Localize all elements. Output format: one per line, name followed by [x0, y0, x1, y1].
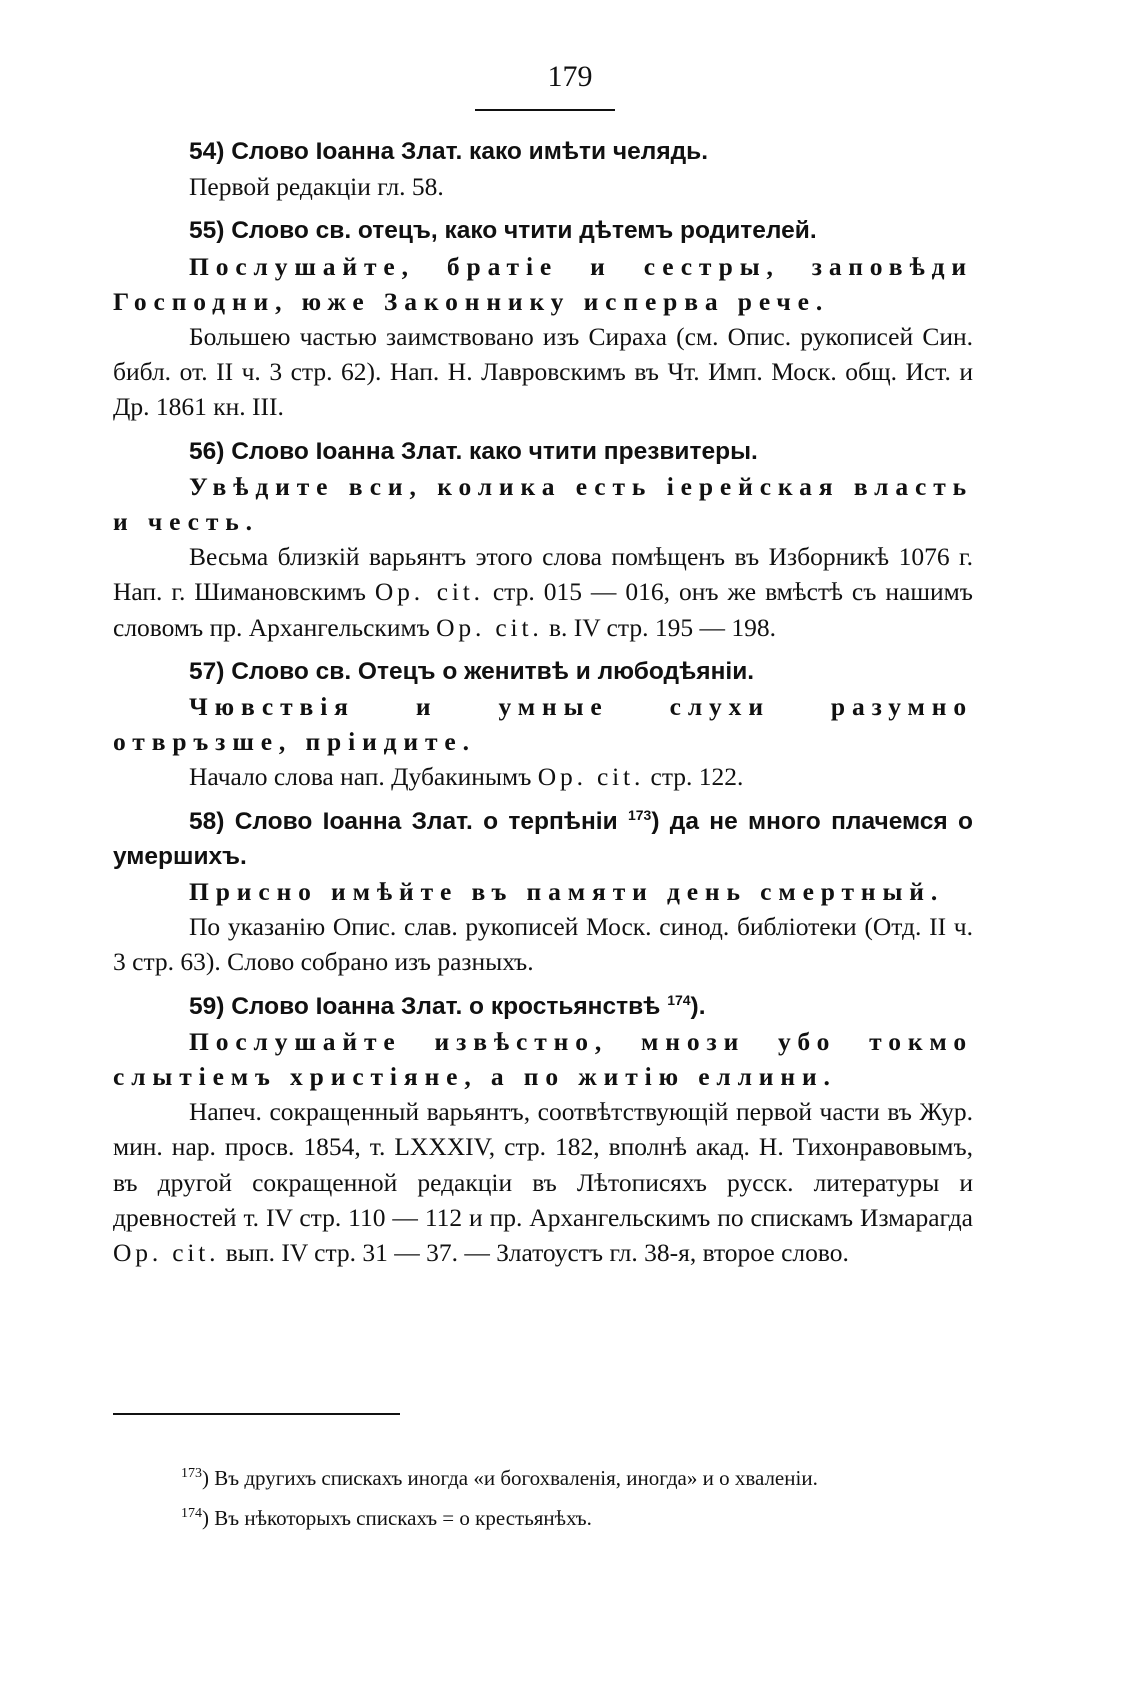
entry-incipit: Послушайте, братіе и сестры, заповѣди Господни, юже Законнику исперва рече. — [113, 251, 973, 316]
note-text: в. IV стр. 195 — 198. — [542, 612, 776, 642]
footnote-mark: 173 — [181, 1466, 202, 1481]
heading-text: ) да не много плачемся о умершихъ. — [113, 807, 973, 870]
header-rule — [475, 109, 615, 111]
footnote-174 — [113, 1498, 983, 1538]
entry-note — [113, 1094, 973, 1270]
entry-55 — [113, 213, 973, 424]
note-text: Начало слова нап. Дубакинымъ — [189, 762, 538, 792]
entry-note — [113, 759, 973, 794]
page-number: 179 — [547, 60, 593, 93]
footnote-mark: 174 — [181, 1506, 202, 1521]
entry-heading: 54) Слово Іоанна Злат. како имѣти челядь. — [189, 138, 709, 165]
entry-heading — [113, 804, 973, 874]
note-text: Напеч. сокращенный варьянтъ, соотвѣтствующій первой части въ Жур. мин. нар. просв. 1854, т. LXXXIV, стр. 182, вполнѣ акад. Н. Тихонравовымъ, въ другой сокращенной редакціи въ Лѣтописяхъ русск. литературы и древностей т. IV стр. 110 — 112 и пр. Архангельскимъ по спискамъ Измарагда — [113, 1097, 973, 1232]
note-text: стр. 122. — [644, 762, 744, 792]
entry-incipit: Чювствія и умные слухи разумно отвръзше, пріидите. — [113, 692, 973, 757]
entry-note: Первой редакціи гл. 58. — [189, 172, 444, 202]
note-text: Весьма близкій варьянтъ этого слова помѣщенъ въ Изборникѣ 1076 г. Нап. г. Шимановскимъ — [113, 542, 973, 607]
op-cit: Op. cit. — [113, 1238, 220, 1268]
heading-text: ). — [690, 992, 706, 1020]
entry-54 — [113, 134, 973, 204]
op-cit: Op. cit. — [374, 577, 484, 607]
op-cit: Op. cit. — [537, 762, 645, 792]
footnote-ref: 174 — [667, 991, 691, 1008]
entry-heading: 56) Слово Іоанна Злат. како чтити презвитеры. — [189, 437, 758, 465]
entry-note: По указанію Опис. слав. рукописей Моск. синод. библіотеки (Отд. II ч. 3 стр. 63). Слово собрано изъ разныхъ. — [113, 912, 973, 977]
note-text: вып. IV стр. 31 — 37. — Златоустъ гл. 38-я, второе слово. — [219, 1238, 849, 1268]
page-body — [113, 134, 973, 1279]
entry-57 — [113, 654, 973, 795]
entry-heading — [113, 989, 973, 1024]
footnote-text: ) Въ другихъ спискахъ иногда «и богохваленія, иногда» и о хваленіи. — [202, 1466, 818, 1490]
entry-incipit: Послушайте извѣстно, мнози убо токмо слытіемъ христіяне, а по житію еллини. — [113, 1026, 973, 1092]
entry-56 — [113, 434, 973, 645]
entry-incipit: Увѣдите вси, колика есть іерейская власть и честь. — [113, 471, 973, 537]
footnotes — [113, 1458, 983, 1538]
heading-text: 58) Слово Іоанна Злат. о терпѣніи — [189, 807, 628, 835]
entry-note: Большею частью заимствовано изъ Сираха (см. Опис. рукописей Син. библ. от. II ч. 3 стр. 62). Нап. Н. Лавровскимъ въ Чт. Имп. Моск. общ. Ист. и Др. 1861 кн. III. — [113, 322, 973, 422]
heading-text: 59) Слово Іоанна Злат. о кростьянствѣ — [189, 992, 668, 1020]
entry-incipit: Присно имѣйте въ памяти день смертный. — [189, 877, 945, 907]
op-cit: Op. cit. — [436, 612, 543, 642]
footnote-ref: 173 — [627, 806, 652, 823]
footnote-173 — [113, 1458, 983, 1498]
entry-59 — [113, 989, 973, 1271]
note-text: стр. 015 — 016, онъ же вмѣстѣ съ нашимъ словомъ пр. Архангельскимъ — [113, 577, 973, 642]
entry-heading: 57) Слово св. Отецъ о женитвѣ и любодѣяніи. — [189, 657, 755, 685]
entry-heading: 55) Слово св. отецъ, како чтити дѣтемъ родителей. — [189, 217, 817, 245]
footnote-text: ) Въ нѣкоторыхъ спискахъ = о крестьянѣхъ. — [202, 1506, 592, 1530]
entry-note — [113, 539, 973, 645]
footnote-rule — [113, 1413, 400, 1415]
entry-58 — [113, 804, 973, 980]
